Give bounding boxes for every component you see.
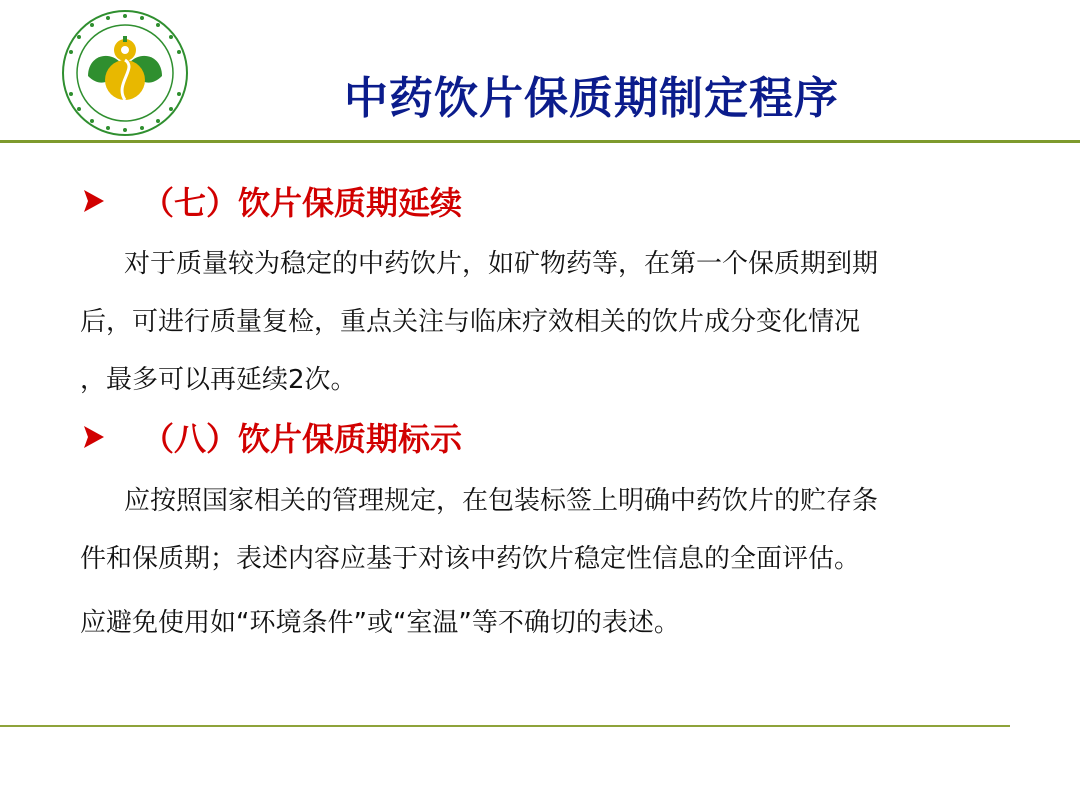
paragraph-line: 对于质量较为稳定的中药饮片，如矿物药等，在第一个保质期到期: [124, 249, 879, 279]
paragraph-line: 件和保质期；表述内容应基于对该中药饮片稳定性信息的全面评估。: [80, 544, 861, 574]
section-paragraph: [80, 472, 1010, 652]
paragraph-line: 后，可进行质量复检，重点关注与临床疗效相关的饮片成分变化情况: [80, 307, 861, 337]
arrow-bullet-icon: [82, 424, 106, 450]
slide-title: 中药饮片保质期制定程序: [344, 73, 839, 124]
header-divider: [0, 140, 1080, 143]
institute-logo-icon: [58, 6, 192, 140]
section-paragraph: [80, 235, 1010, 409]
arrow-bullet-icon: [82, 188, 106, 214]
paragraph-line: 应避免使用如“环境条件”或“室温”等不确切的表述。: [80, 608, 680, 638]
paragraph-line: 应按照国家相关的管理规定，在包装标签上明确中药饮片的贮存条: [124, 486, 879, 516]
paragraph-line: ，最多可以再延续2次。: [80, 365, 357, 395]
footer-divider: [0, 725, 1010, 727]
section-heading: （八）饮片保质期标示: [142, 420, 463, 458]
section-heading-row: [82, 414, 462, 460]
section-heading-row: [82, 178, 462, 224]
section-heading: （七）饮片保质期延续: [142, 184, 463, 222]
